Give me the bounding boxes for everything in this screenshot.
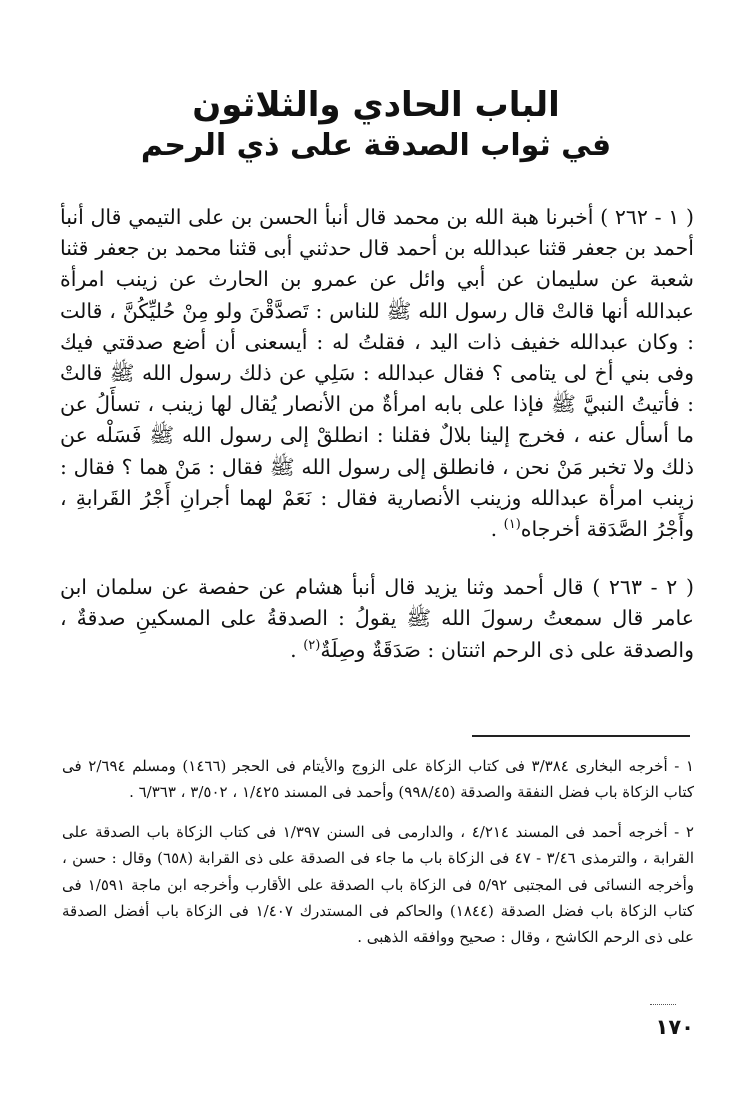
- footnote: ١ - أخرجه البخارى ٣/٣٨٤ فى كتاب الزكاة على الزوج والأيتام فى الحجر (١٤٦٦) ومسلم ٢/٦٩٤ فى كتاب الزكاة باب فضل النفقة والصدقة (٩٩٨/٤٥) وأحمد فى المسند ١/٤٢٥ ، ٣/٥٠٢ ، ٦/٣٦٣ .: [62, 757, 694, 802]
- hadith-paragraph: [60, 572, 694, 666]
- main-text: [60, 202, 694, 666]
- page-number-separator: [650, 1004, 676, 1005]
- hadith-end: .: [490, 517, 504, 542]
- footnotes: [62, 753, 694, 951]
- page-number: ١٧٠: [655, 1015, 694, 1039]
- chapter-title: [60, 86, 692, 164]
- hadith-number: ( ٢ - ٢٦٣ ): [592, 575, 695, 600]
- hadith-text: قال أحمد وثنا يزيد قال أنبأ هشام عن حفصة عن سلمان ابن عامر قال سمعتُ رسولَ الله ﷺ يقولُ : الصدقةُ على المسكينِ صدقةٌ ، والصدقة على ذى الرحم اثنتان : صَدَقَةٌ وصِلَةٌ: [60, 575, 694, 662]
- footnote-separator: [472, 735, 690, 737]
- hadith-text: أخبرنا هبة الله بن محمد قال أنبأ الحسن بن على التيمي قال أنبأ أحمد بن جعفر قثنا عبدالله بن أحمد قال حدثني أبى قثنا محمد بن جعفر قثنا شعبة عن سليمان عن أبي وائل عن عمرو بن الحارث عن زينب امرأة عبدالله أنها قالتْ قال رسول الله ﷺ للناس : تَصدَّقْنَ ولو مِنْ حُليِّكُنَّ ، قالت : وكان عبدالله خفيف ذات اليد ، فقلتُ له : أيسعنى أن أضع صدقتي فيك وفى بني أخ لى يتامى ؟ فقال عبدالله : سَلِي عن ذلك رسول الله ﷺ قالتْ : فأتيتُ النبيَّ ﷺ فإذا على بابه امرأةٌ من الأنصار يُقال لها زينب ، تسأَلُ عن ما أسأل عنه ، فخرج إلينا بلالٌ فقلنا : انطلقْ إلى رسول الله ﷺ فَسَلْه عن ذلك ولا تخبر مَنْ نحن ، فانطلق إلى رسول الله ﷺ فقال : مَنْ هما ؟ فقال : زينب امرأة عبدالله وزينب الأنصارية فقال : نَعَمْ لهما أجرانِ أَجْرُ القَرابةِ ، وأَجْرُ الصَّدَقة أخرجاه: [60, 205, 694, 542]
- hadith-end: .: [290, 637, 304, 662]
- footnote-reference: (٢): [303, 637, 321, 653]
- chapter-title-line-2: في ثواب الصدقة على ذي الرحم: [140, 128, 612, 164]
- footnote: ٢ - أخرجه أحمد فى المسند ٤/٢١٤ ، والدارمى فى السنن ١/٣٩٧ فى كتاب الزكاة باب الصدقة على القرابة ، والترمذى ٣/٤٦ - ٤٧ فى الزكاة باب ما جاء فى الصدقة على ذى القرابة (٦٥٨) وقال : حسن ، وأخرجه النسائى فى المجتبى ٥/٩٢ فى الزكاة باب الصدقة على الأقارب وأخرجه ابن ماجة ١/٥٩١ فى كتاب الزكاة باب فضل الصدقة (١٨٤٤) والحاكم فى المستدرك ١/٤٠٧ فى الزكاة باب أفضل الصدقة على ذى الرحم الكاشح ، وقال : صحيح ووافقه الذهبى .: [62, 822, 694, 947]
- hadith-paragraph: [60, 202, 694, 545]
- footnote-reference: (١): [503, 517, 521, 533]
- hadith-number: ( ١ - ٢٦٢ ): [600, 205, 695, 229]
- chapter-title-line-1: الباب الحادي والثلاثون: [192, 85, 560, 125]
